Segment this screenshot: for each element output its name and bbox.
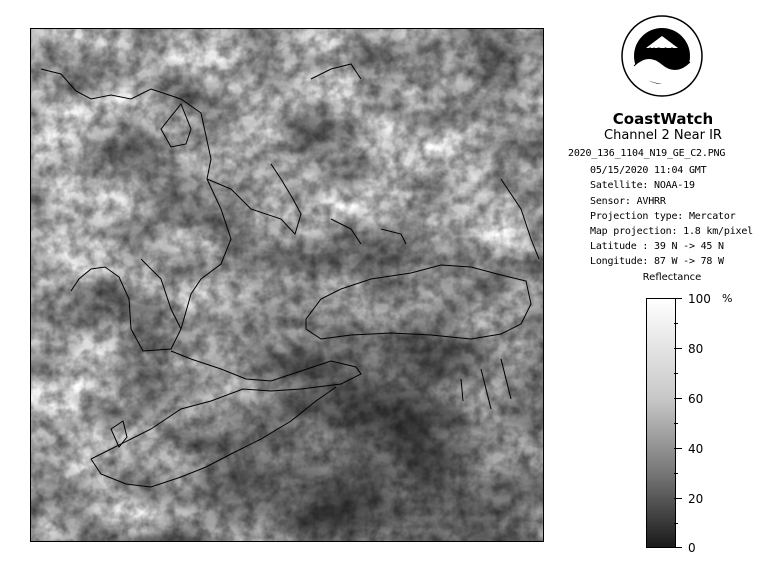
colorbar-label: 20 [688,492,704,506]
colorbar-unit: % [722,292,733,305]
map-projection-text: Map projection: 1.8 km/pixel [590,226,753,237]
projection-type-text: Projection type: Mercator [590,211,736,222]
channel-subtitle: Channel 2 Near IR [604,128,722,143]
colorbar-tick [674,398,682,399]
colorbar-label: 80 [688,342,704,356]
colorbar-minor-tick [674,523,678,524]
app-title: CoastWatch [612,110,714,128]
latitude-text: Latitude : 39 N -> 45 N [590,241,724,252]
colorbar-minor-tick [674,473,678,474]
datetime-text: 05/15/2020 11:04 GMT [590,165,707,176]
colorbar-label: 100 [688,292,711,306]
logo-text: NOAA [648,46,676,56]
colorbar-label: 40 [688,442,704,456]
colorbar-tick [674,348,682,349]
satellite-text: Satellite: NOAA-19 [590,180,695,191]
reflectance-colorbar [646,298,676,548]
colorbar-tick [674,498,682,499]
filename-text: 2020_136_1104_N19_GE_C2.PNG [568,148,726,159]
satellite-image [30,28,544,542]
colorbar-title: Reflectance [642,272,702,283]
colorbar-tick [674,547,682,548]
colorbar-minor-tick [674,373,678,374]
legend-panel [568,14,768,564]
colorbar-minor-tick [674,423,678,424]
colorbar-minor-tick [674,323,678,324]
colorbar-label: 0 [688,541,696,555]
sensor-text: Sensor: AVHRR [590,196,666,207]
colorbar-tick [674,448,682,449]
colorbar-tick [674,298,682,299]
colorbar-label: 60 [688,392,704,406]
noaa-logo-icon [620,14,704,98]
satellite-svg [31,29,543,541]
longitude-text: Longitude: 87 W -> 78 W [590,256,724,267]
